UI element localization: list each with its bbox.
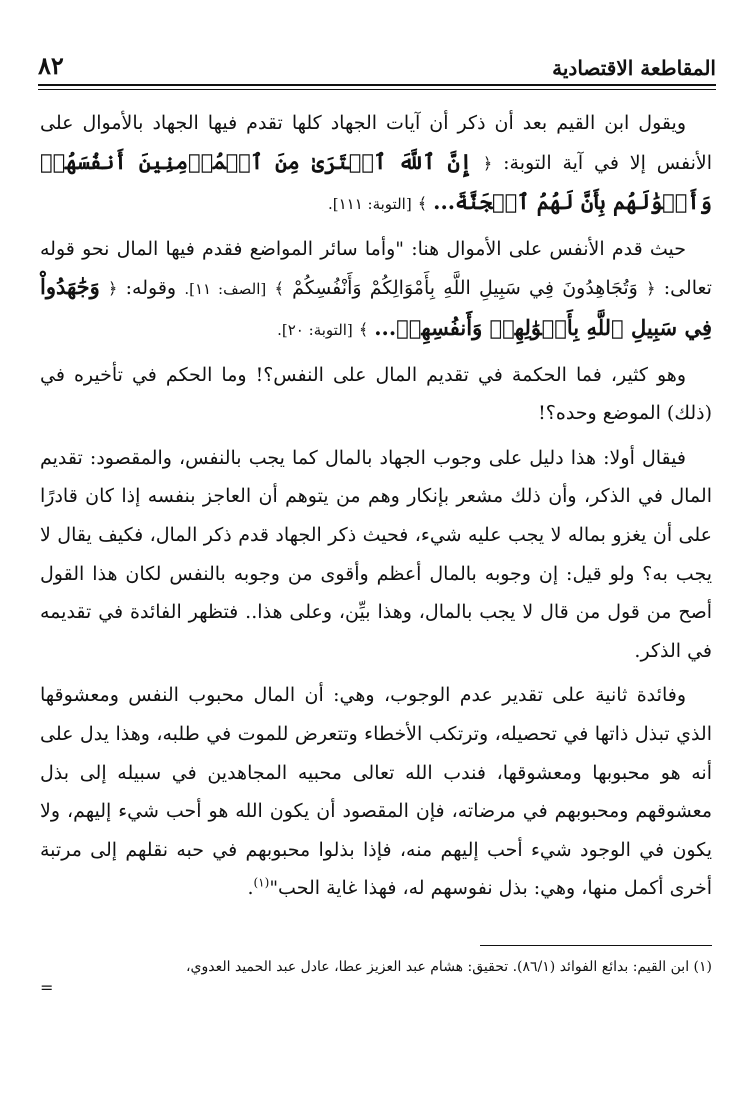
quran-verse-saff-11: وَتُجَاهِدُونَ فِي سَبِيلِ اللَّهِ بِأَمْوَالِكُمْ وَأَنْفُسِكُمْ [292,277,638,300]
footnote-separator [480,945,712,946]
verse-close-bracket: ﴾ [274,279,284,299]
header-rule-thin [38,89,716,90]
verse-reference: [الصف: ١١]. [184,280,267,299]
quran-verse-tawbah-111: إِنَّ ٱللَّهَ ٱشۡتَرَىٰ مِنَ ٱلۡمُؤۡمِنِينَ أَنفُسَهُمۡ وَأَمۡوَٰلَهُم بِأَنَّ لَهُمُ ٱلۡجَنَّةَ... [40,148,712,215]
verse-close-bracket: ﴾ [417,194,428,214]
paragraph-2-intro: حيث قدم الأنفس على الأموال هنا: "وأما سائر المواضع فقدم فيها المال نحو قوله تعالى: [40,237,712,300]
paragraph-1 [40,104,712,224]
paragraph-5-end: . [247,877,254,900]
verse-open-bracket: ﴿ [108,279,118,299]
paragraph-2 [40,230,712,350]
footnote-continuation-mark: = [40,978,54,997]
header-rule-thick [38,84,716,86]
paragraph-2-connector: وقوله: [125,277,177,300]
verse-reference: [التوبة: ١١١]. [327,195,412,214]
verse-reference: [التوبة: ٢٠]. [277,320,353,339]
paragraph-5-text: وفائدة ثانية على تقدير عدم الوجوب، وهي: أن المال محبوب النفس ومعشوقها الذي تبذل ذاتها في تحصيله، وترتكب الأخطاء وتتعرض للموت في طلبه، وهذا يدل على أنه هو محبوبها ومعشوقها، فندب الله تعالى محبيه المجاهدين في سبيله إلى بذل معشوقهم ومحبوبهم في مرضاته، فإن المقصود أن يكون الله هو أحب شيء إليهم، ولا يكون في الوجود شيء أحب إليهم منه، فإذا بذلوا محبوبهم في حبه نقلهم إلى مرتبة أخرى أكمل منها، وهي: بذل نفوسهم له، فهذا غاية الحب" [40,684,712,900]
paragraph-5 [40,676,712,908]
verse-close-bracket: ﴾ [358,319,369,339]
verse-open-bracket: ﴿ [482,153,493,173]
main-text [40,104,712,914]
paragraph-3: وهو كثير، فما الحكمة في تقديم المال على النفس؟! وما الحكم في تأخيره في (ذلك) الموضع وحده؟! [40,363,712,425]
footnote: (١) ابن القيم: بدائع الفوائد (٨٦/١). تحقيق: هشام عبد العزيز عطا، عادل عبد الحميد العدوي، [186,959,712,975]
verse-open-bracket: ﴿ [646,279,656,299]
page-header [38,46,716,80]
page-number: ٨٢ [38,51,64,80]
quran-verse-tawbah-20: وَجَٰهَدُواْ فِي سَبِيلِ ٱللَّهِ بِأَمۡوَٰلِهِمۡ وَأَنفُسِهِمۡ... [40,274,712,340]
paragraph-1-intro: ويقول ابن القيم بعد أن ذكر أن آيات الجهاد كلها تقدم فيها الجهاد بالأموال على الأنفس إلا في آية التوبة: [40,112,712,174]
paragraph-4: فيقال أولا: هذا دليل على وجوب الجهاد بالمال كما يجب بالنفس، والمقصود: تقديم المال في الذكر، وأن ذلك مشعر بإنكار وهم من يتوهم أن العاجز بنفسه إذا كان قادرًا على أن يغزو بماله لا يجب عليه شيء، فحيث ذكر الجهاد قدم ذكر المال، فكيف يقال لا يجب به؟ ولو قيل: إن وجوبه بالمال أعظم وأقوى من وجوبه بالنفس لكان هذا القول أصح من قول من قال لا يجب بالمال، وهذا بيِّن، وعلى هذا.. فتظهر الفائدة في تقديمه في الذكر. [40,446,712,662]
running-title: المقاطعة الاقتصادية [552,56,716,80]
footnote-reference: (١) [253,875,270,890]
